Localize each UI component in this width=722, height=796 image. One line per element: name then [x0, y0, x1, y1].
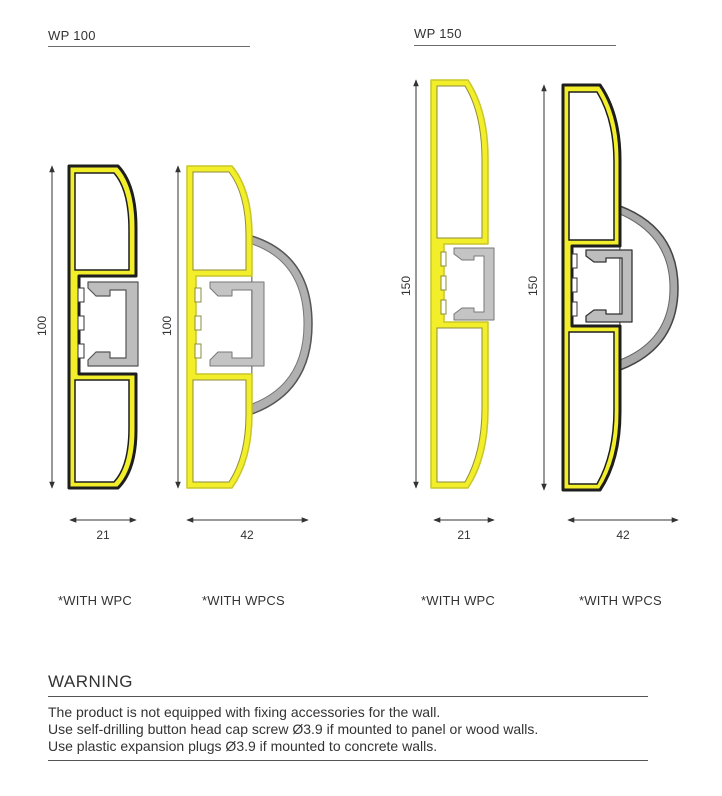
- caption-wp100-wpcs: *WITH WPCS: [202, 593, 285, 608]
- wp150-wpcs-clip: [586, 250, 632, 322]
- dim-label-wp150-wpc-height: 150: [399, 275, 413, 297]
- dim-label-wp150-wpcs-height: 150: [526, 275, 540, 297]
- dim-label-wp100-wpcs-width: 42: [240, 528, 254, 542]
- wp100-wpc-clip: [88, 282, 138, 366]
- warning-line-2: Use self-drilling button head cap screw Ø3.9 if mounted to panel or wood walls.: [48, 721, 539, 737]
- wp150-wpcs-profile: [563, 85, 620, 490]
- wp100-wpcs-clip: [210, 282, 264, 366]
- dim-label-wp150-wpc-width: 21: [457, 528, 471, 542]
- caption-wp100-wpc: *WITH WPC: [58, 593, 133, 608]
- wp100-wpcs-profile: [187, 166, 252, 488]
- caption-wp150-wpc: *WITH WPC: [421, 593, 496, 608]
- warning-divider-bottom: [48, 760, 648, 761]
- warning-line-3: Use plastic expansion plugs Ø3.9 if mounted to concrete walls.: [48, 738, 438, 754]
- warning-line-1: The product is not equipped with fixing accessories for the wall.: [48, 704, 441, 720]
- warning-title: WARNING: [48, 672, 134, 691]
- warning-divider-top: [48, 696, 648, 697]
- dim-label-wp100-wpc-width: 21: [96, 528, 110, 542]
- wp150-wpc-profile: [431, 80, 488, 488]
- caption-wp150-wpcs: *WITH WPCS: [579, 593, 662, 608]
- header-wp100: WP 100: [48, 28, 96, 43]
- dim-label-wp100-wpc-height: 100: [35, 315, 49, 337]
- header-wp150: WP 150: [414, 26, 462, 41]
- dim-label-wp150-wpcs-width: 42: [616, 528, 630, 542]
- wp150-wpc-clip: [454, 248, 494, 320]
- dim-label-wp100-wpcs-height: 100: [160, 315, 174, 337]
